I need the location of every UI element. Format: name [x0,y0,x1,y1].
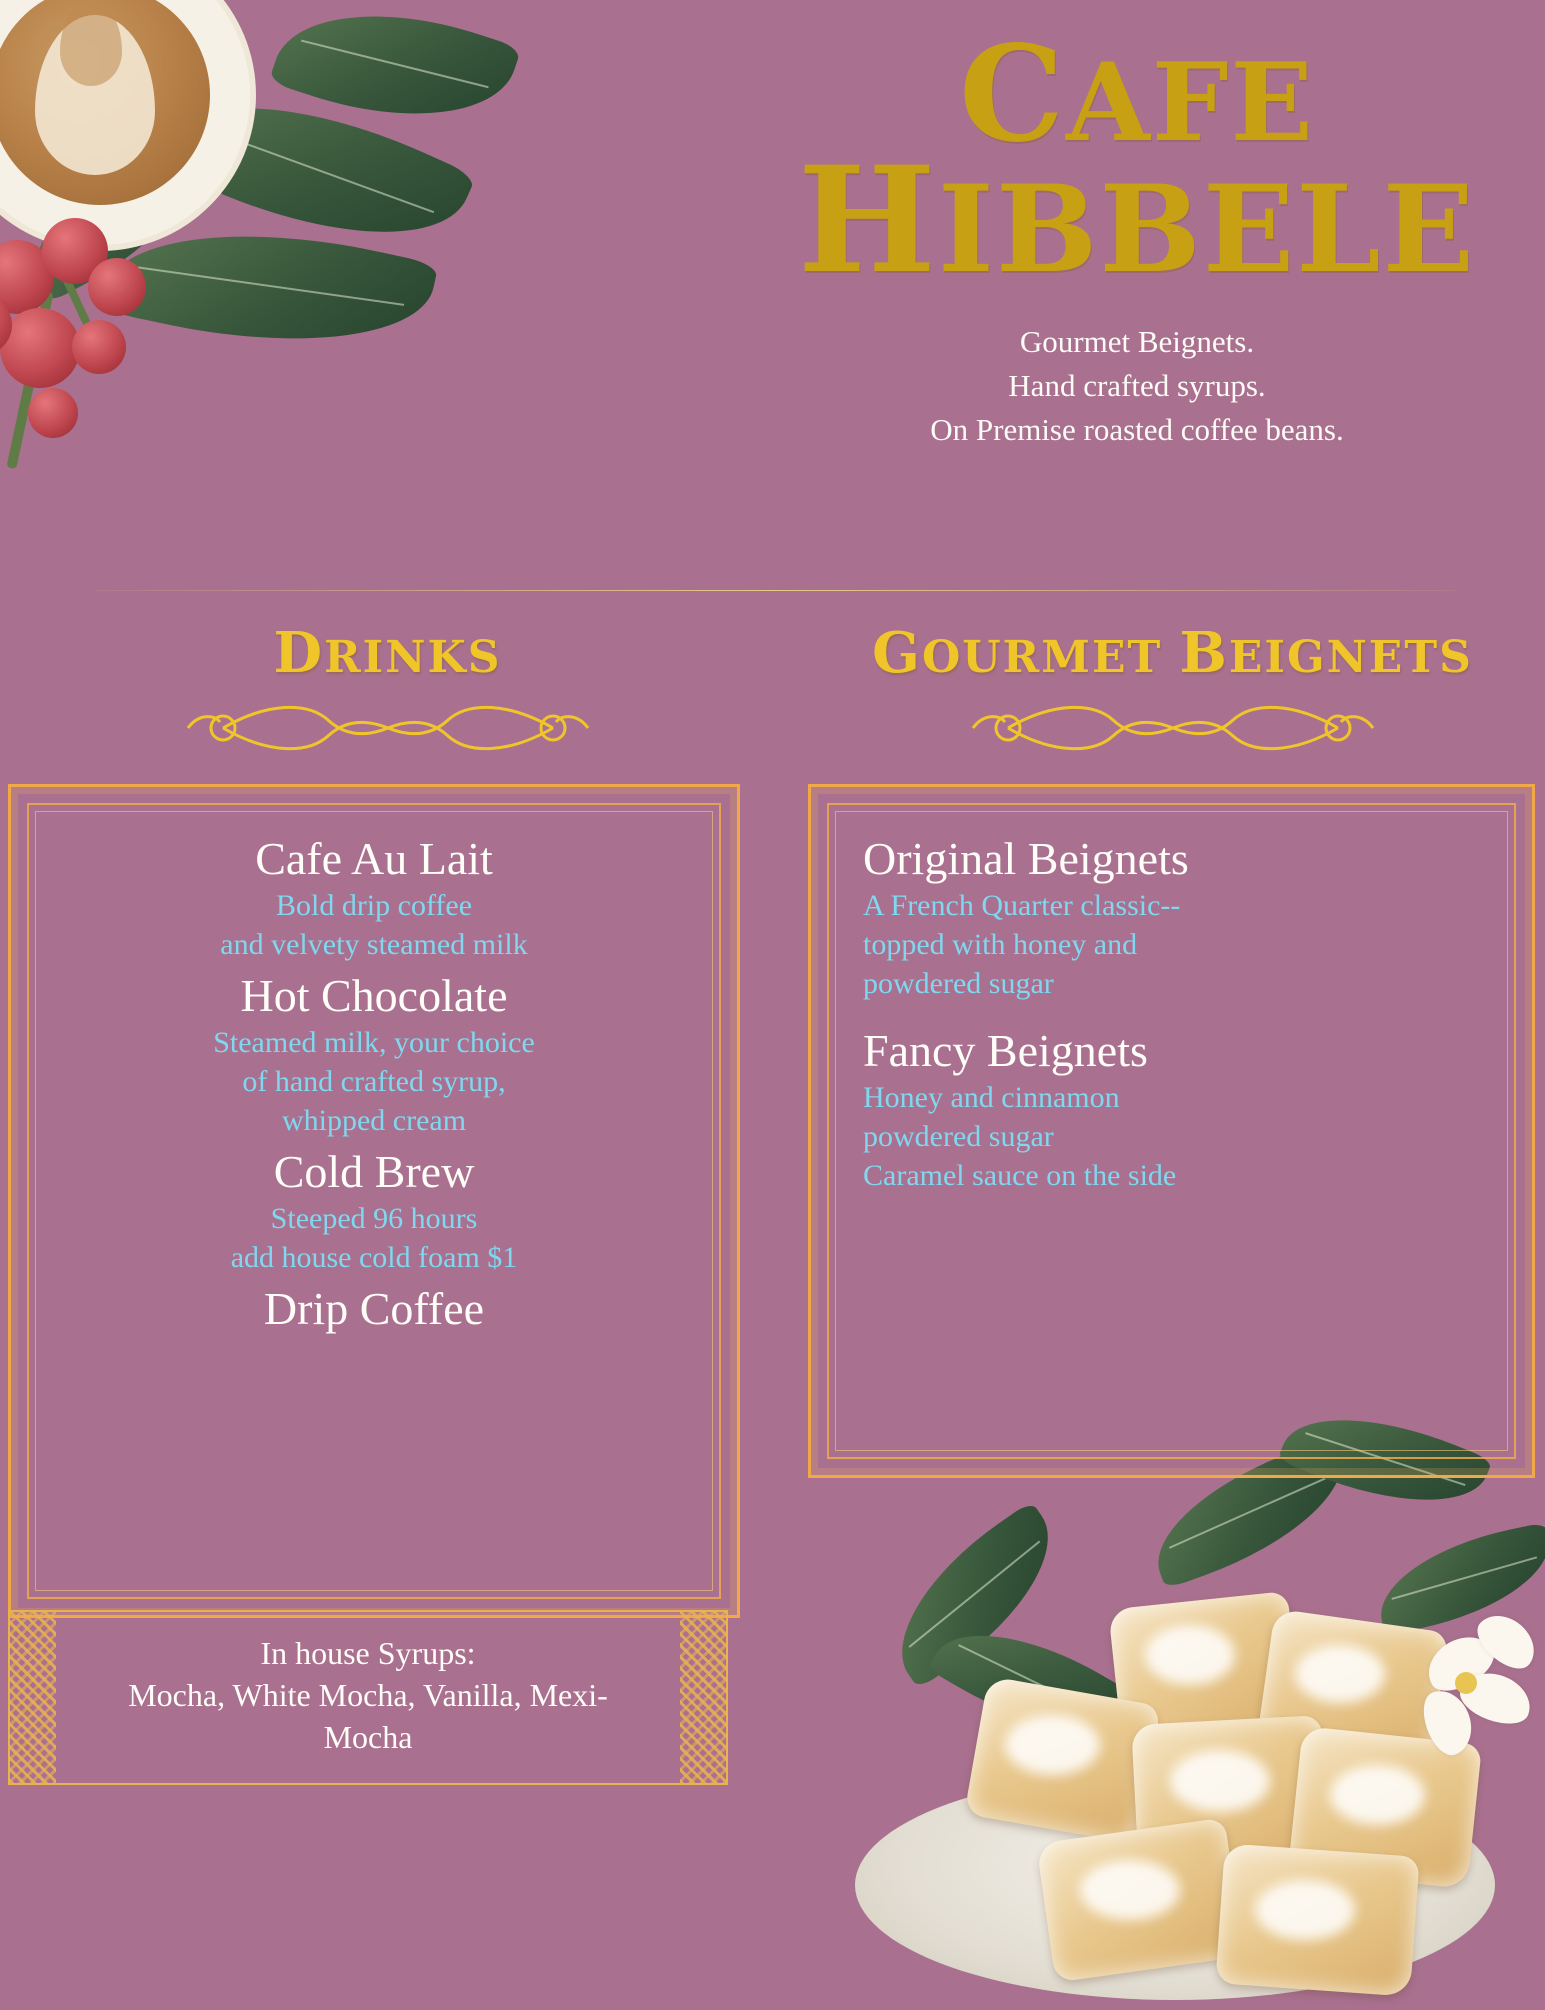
beignets-column [800,620,1545,1478]
menu-item-desc-line: and velvety steamed milk [220,927,528,961]
menu-item-name: Original Beignets [863,833,1189,884]
menu-item-name: Cold Brew [273,1145,475,1197]
menu-item-desc-line: powdered sugar [863,966,1054,1000]
drinks-title-rest: RINKS [324,632,502,683]
syrups-text [70,1632,666,1759]
syrups-line-1: In house Syrups: [260,1635,476,1671]
beignets-title-initial-g: G [872,620,922,686]
brand-initial-c: C [959,17,1067,172]
tagline-line-3: On Premise roasted coffee beans. [930,412,1344,448]
menu-item-desc-line: whipped cream [281,1103,467,1137]
beignets-frame [808,784,1535,1478]
syrups-line-3: Mocha [323,1719,413,1756]
menu-item-name: Drip Coffee [263,1282,485,1334]
menu-item-desc-line: topped with honey and [863,927,1138,961]
menu-item [45,833,703,964]
tagline-line-1: Gourmet Beignets. [1019,324,1255,360]
menu-item-desc [45,1199,703,1277]
beignet-plate-illustration [815,1390,1545,2010]
brand-initial-h: H [797,135,938,307]
menu-item [45,1283,703,1336]
flourish-ornament-right [913,698,1433,758]
serving-plate [855,1770,1495,2000]
beignets-title-initial-b: B [1179,620,1229,686]
flourish-ornament-left [128,698,648,758]
drinks-title-initial: D [273,620,325,686]
beignets-title-rest-2: EIGNETS [1228,632,1473,683]
menu-item-desc-line: add house cold foam $1 [230,1240,518,1274]
brand-line-2 [777,135,1497,307]
menu-item-name: Hot Chocolate [240,969,508,1021]
menu-item [845,1025,1498,1195]
drinks-frame [8,784,740,1618]
menu-item-desc-line: of hand crafted syrup, [242,1064,506,1098]
menu-item-desc-line: Steamed milk, your choice [213,1025,535,1059]
menu-item-desc-line: Steeped 96 hours [270,1201,478,1235]
menu-item-name: Cafe Au Lait [255,833,493,884]
syrups-line-2: Mocha, White Mocha, Vanilla, Mexi- [128,1677,608,1714]
menu-item-desc-line: A French Quarter classic-- [863,888,1181,922]
menu-item-desc [863,886,1498,1003]
in-house-syrups-box [8,1610,728,1785]
menu-item-name: Fancy Beignets [863,1024,1148,1076]
brand-line-2-rest: IBBELE [937,159,1477,301]
beignets-section-title [800,620,1545,686]
coffee-plant-illustration [0,0,500,490]
brand-line-1-rest: AFE [1066,40,1315,166]
tagline [777,320,1497,452]
menu-header [777,17,1497,452]
menu-item-desc-line: Caramel sauce on the side [863,1158,1177,1192]
menu-item [845,833,1498,1003]
beignets-title-rest-1: OURMET [921,632,1180,683]
tagline-line-2: Hand crafted syrups. [1008,368,1266,404]
menu-item-desc [45,1023,703,1140]
drinks-column [0,620,775,1618]
menu-item-desc-line: Honey and cinnamon [863,1080,1120,1114]
menu-item-desc-line: Bold drip coffee [275,888,473,922]
menu-item [45,970,703,1140]
drinks-section-title [0,620,775,686]
menu-item-desc [45,886,703,964]
menu-item-desc [863,1078,1498,1195]
menu-item-desc-line: powdered sugar [863,1119,1054,1153]
menu-item [45,1146,703,1277]
header-divider [95,590,1455,591]
